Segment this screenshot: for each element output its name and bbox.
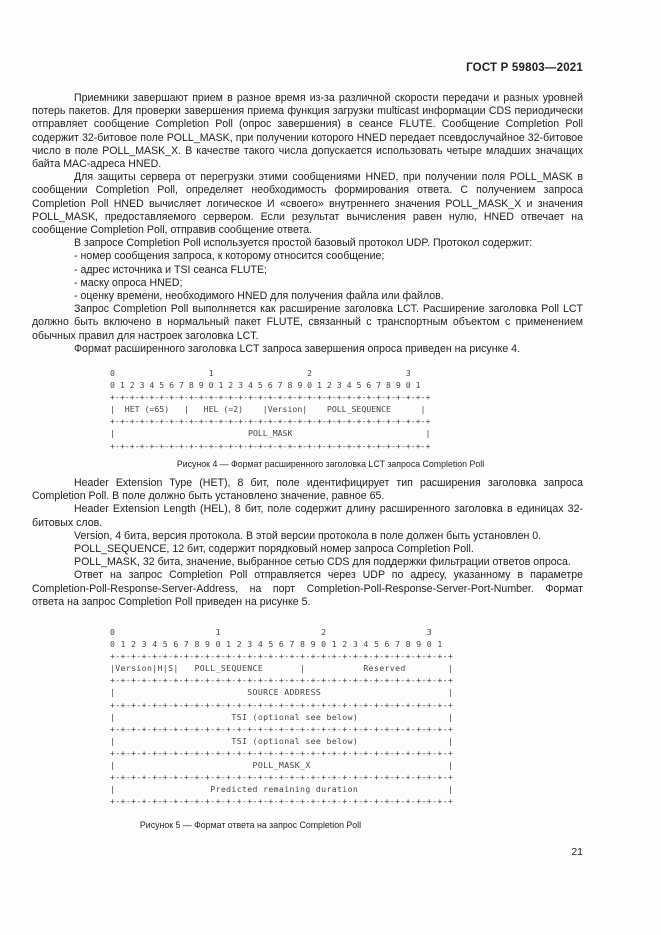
list-item: - маску опроса HNED; (74, 276, 183, 289)
diagram-line: 0 1 2 3 4 5 6 7 8 9 0 1 2 3 4 5 6 7 8 9 0 1 2 3 4 5 6 7 8 9 0 1 (110, 380, 421, 391)
diagram-line: | POLL_MASK | (110, 428, 431, 439)
diagram-line: | HET (=65) | HEL (=2) |Version| POLL_SEQUENCE | (110, 404, 426, 415)
figure-5-diagram (110, 626, 453, 807)
diagram-line: 0 1 2 3 4 5 6 7 8 9 0 1 2 3 4 5 6 7 8 9 0 1 2 3 4 5 6 7 8 9 0 1 (110, 639, 443, 650)
paragraph: Ответ на запрос Completion Poll отправляется через UDP по адресу, указанному в параметре Completion-Poll-Response-Server-Address, на порт Completion-Poll-Response-Server-Port-Number. Формат ответа на запрос Completion Poll приведен на рисунке 5. (32, 569, 583, 608)
diagram-line: | POLL_MASK_X | (110, 760, 454, 771)
diagram-line: | SOURCE ADDRESS | (110, 687, 454, 698)
diagram-line: | Predicted remaining duration | (110, 784, 454, 795)
figure-4-caption: Рисунок 4 — Формат расширенного заголовка LCT запроса Completion Poll (176, 459, 485, 469)
diagram-line: +-+-+-+-+-+-+-+-+-+-+-+-+-+-+-+-+-+-+-+-+-+-+-+-+-+-+-+-+-+-+-+-+ (110, 772, 454, 783)
diagram-line: +-+-+-+-+-+-+-+-+-+-+-+-+-+-+-+-+-+-+-+-+-+-+-+-+-+-+-+-+-+-+-+-+ (110, 699, 454, 710)
diagram-line: +-+-+-+-+-+-+-+-+-+-+-+-+-+-+-+-+-+-+-+-+-+-+-+-+-+-+-+-+-+-+-+-+ (110, 651, 454, 662)
paragraph: Для защиты сервера от перегрузки этими сообщениями HNED, при получении поля POLL_MASK в сообщении Completion Poll, определяет необходимость формирования ответа. С получением запроса Completion Poll HNED вычисляет логическое И «своего» внутреннего значения POLL_MASK_X и значения POLL_MASK, предоставляемого сервером. Если результат вычисления равен нулю, HNED отвечает на сообщение Completion Poll, отправив сообщение ответа. (32, 171, 583, 237)
diagram-line: +-+-+-+-+-+-+-+-+-+-+-+-+-+-+-+-+-+-+-+-+-+-+-+-+-+-+-+-+-+-+-+-+ (110, 675, 454, 686)
body-top (32, 92, 583, 356)
paragraph: Формат расширенного заголовка LCT запроса завершения опроса приведен на рисунке 4. (74, 342, 521, 355)
list-item: - адрес источника и TSI сеанса FLUTE; (74, 263, 268, 276)
list-item: - оценку времени, необходимого HNED для получения файла или файлов. (74, 290, 444, 303)
paragraph: Header Extension Length (HEL), 8 бит, поле содержит длину расширенного заголовка в единицах 32-битовых слов. (32, 503, 583, 529)
diagram-line: | TSI (optional see below) | (110, 711, 454, 722)
paragraph: POLL_SEQUENCE, 12 бит, содержит порядковый номер запроса Completion Poll. (74, 543, 474, 556)
page-number: 21 (571, 846, 583, 858)
paragraph: POLL_MASK, 32 бита, значение, выбранное сетью CDS для поддержки фильтрации ответов опроса. (74, 556, 571, 569)
diagram-line: +-+-+-+-+-+-+-+-+-+-+-+-+-+-+-+-+-+-+-+-+-+-+-+-+-+-+-+-+-+-+-+-+ (110, 796, 454, 807)
diagram-line: | TSI (optional see below) | (110, 735, 454, 746)
diagram-line: +-+-+-+-+-+-+-+-+-+-+-+-+-+-+-+-+-+-+-+-+-+-+-+-+-+-+-+-+-+-+-+-+ (110, 747, 454, 758)
diagram-line: +-+-+-+-+-+-+-+-+-+-+-+-+-+-+-+-+-+-+-+-+-+-+-+-+-+-+-+-+-+-+-+-+ (110, 416, 431, 427)
figure-4-diagram (110, 367, 430, 452)
diagram-line: +-+-+-+-+-+-+-+-+-+-+-+-+-+-+-+-+-+-+-+-+-+-+-+-+-+-+-+-+-+-+-+-+ (110, 723, 454, 734)
diagram-line: 0 1 2 3 (110, 368, 411, 378)
list-item: - номер сообщения запроса, к которому относится сообщение; (74, 250, 385, 263)
diagram-line: 0 1 2 3 (110, 627, 433, 637)
paragraph: Header Extension Type (HET), 8 бит, поле идентифицирует тип расширения заголовка запроса Completion Poll. В поле должно быть установлено значение, равное 65. (32, 477, 583, 503)
standard-header: ГОСТ Р 59803—2021 (466, 62, 583, 74)
paragraph: Version, 4 бита, версия протокола. В этой версии протокола в поле должен быть установлен 0. (74, 529, 542, 542)
body-after (32, 477, 583, 609)
paragraph: Запрос Completion Poll выполняется как расширение заголовка LCT. Расширение заголовка Poll LCT должно быть включено в нормальный пакет FLUTE, связанный с транспортным объектом с применением обычных правил для настроек заголовка LCT. (32, 303, 583, 342)
diagram-line: |Version|H|S| POLL_SEQUENCE | Reserved | (110, 663, 454, 674)
diagram-line: +-+-+-+-+-+-+-+-+-+-+-+-+-+-+-+-+-+-+-+-+-+-+-+-+-+-+-+-+-+-+-+-+ (110, 392, 431, 403)
paragraph: В запросе Completion Poll используется простой базовый протокол UDP. Протокол содержит: (74, 237, 533, 250)
figure-5-caption: Рисунок 5 — Формат ответа на запрос Completion Poll (139, 820, 362, 830)
paragraph: Приемники завершают прием в разное время из-за различной скорости передачи и разных уровней потерь пакетов. Для проверки завершения приема функция загрузки multicast информации CDS периодически отправляет сообщение Completion Poll (опрос завершения) в сеансе FLUTE. Сообщение Completion Poll содержит 32-битовое поле POLL_MASK, при получении которого HNED передает псевдослучайное 32-битовое число в поле POLL_MASK_X. В качестве такого числа допускается использовать четыре младших значащих байта MAC-адреса HNED. (32, 92, 583, 171)
diagram-line: +-+-+-+-+-+-+-+-+-+-+-+-+-+-+-+-+-+-+-+-+-+-+-+-+-+-+-+-+-+-+-+-+ (110, 440, 431, 451)
